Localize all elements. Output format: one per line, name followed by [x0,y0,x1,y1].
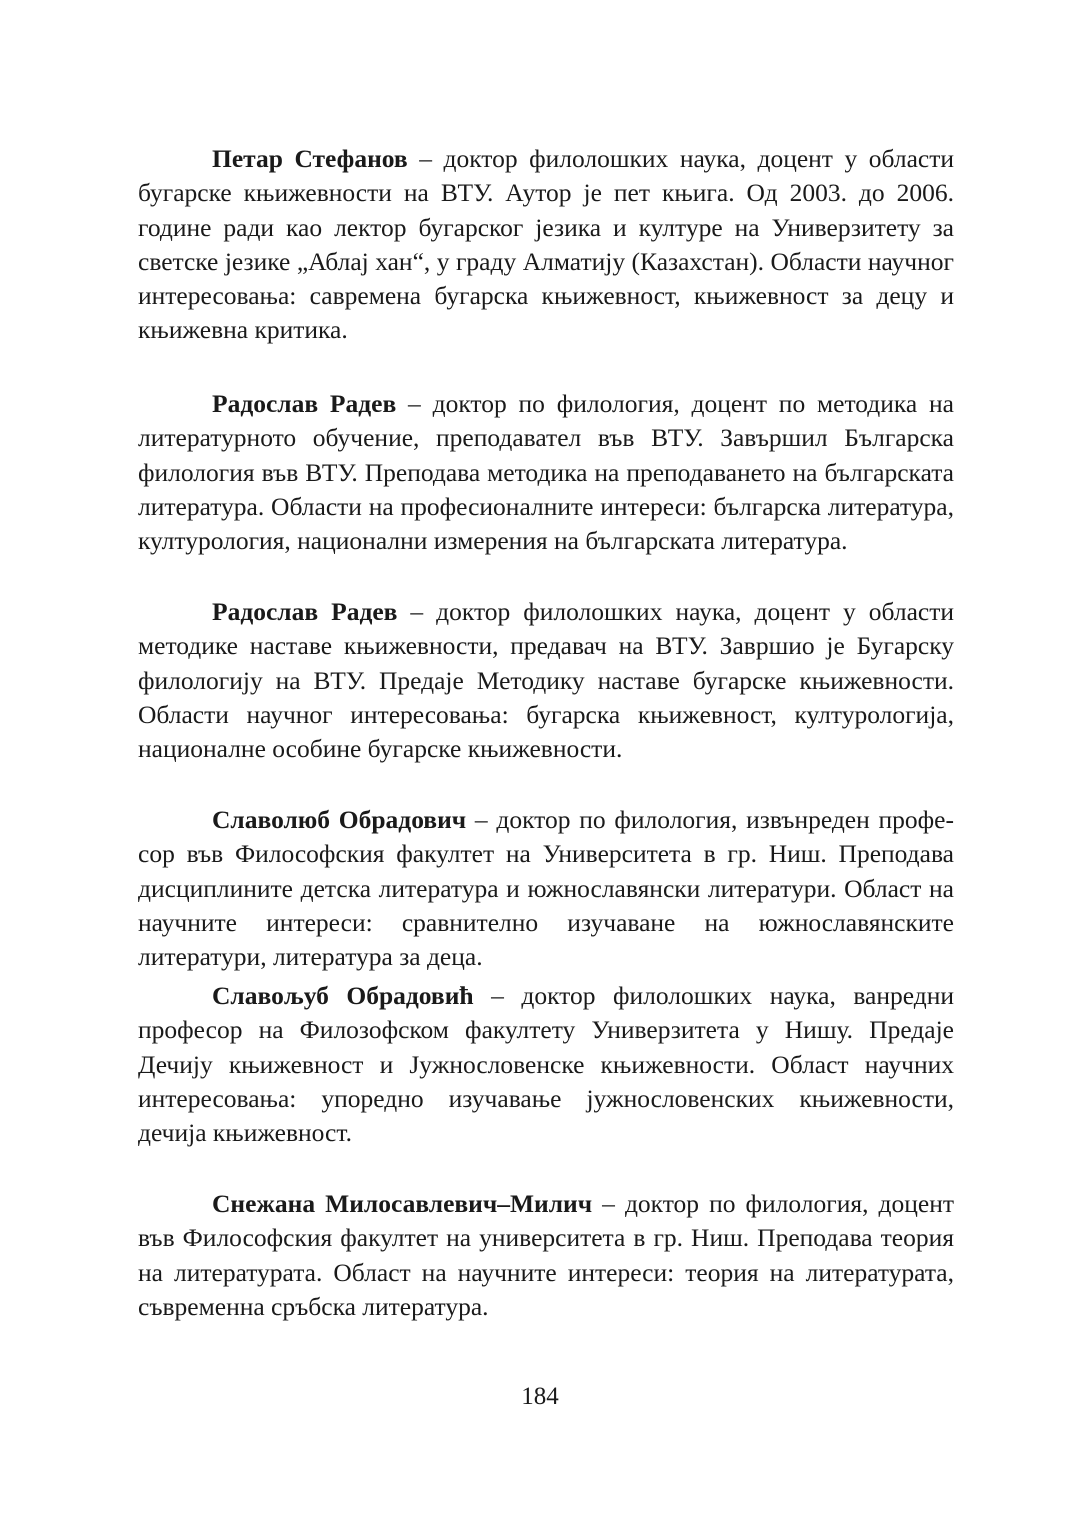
bio-paragraph [138,595,954,766]
author-name: Славолюб Обрадович [212,805,467,834]
bio-paragraph [138,387,954,558]
author-name: Славољуб Обрадовић [212,981,474,1010]
bio-entry-radev-sr [138,595,954,766]
author-name: Радослав Радев [212,597,398,626]
bio-paragraph [138,979,954,1150]
bio-text: – доктор филолошких наука, доцент у области методике наставе књижевности, предавач на ВТУ. Завршио је Бугарску филологију на ВТУ. Предаје Методику наставе бугарске књижевности. Области научног интересовања: бугарска књижевност, културологија, националне особине бугарске књижевности. [138,597,955,764]
bio-text: – доктор по филология, доцент по методика на литературното обучение, преподавател във ВТУ. Завършил Българска филология във ВТУ. Преподава методика на преподаването на българската литература. Области на професионалните интереси: българска литература, културология, национални измерения на българската литература. [138,389,954,556]
bio-text: – доктор филолошких наука, доцент у области бугарске књижевности на ВТУ. Аутор је пет књига. Од 2003. до 2006. године ради као лектор бугарског језика и културе на Универзитету за светске језике „Аблај хан“, у граду Алматију (Казахстан). Области научног интересовања: савремена бугарска књижевност, књижевност за децу и књижевна критика. [138,144,955,345]
page-number: 184 [521,1383,559,1410]
author-name: Снежана Милосавлевич–Милич [212,1189,593,1218]
bio-entry-radev-bg [138,387,954,558]
bio-paragraph [138,1187,954,1324]
bio-text: – доктор по филология, извънреден професор във Философския факултет на Университета в гр. Ниш. Преподава дисциплините детска литература и южнославянски литератури. Област на научните интереси: сравнително изучаване на южнославянските литератури, литература за деца. [138,805,954,972]
bio-paragraph [138,803,954,974]
bio-entry-milosavlevic [138,1187,954,1324]
bio-paragraph [138,142,954,348]
bio-text: – доктор филолошких наука, ванредни професор на Филозофском факултету Универзитета у Нишу. Предаје Дечију књижевност и Јужнословенске књижевности. Област научних интересовања: упоредно изучавање јужнословенских књижевности, дечија књижевност. [138,981,955,1148]
bio-entry-obradovic-sr [138,979,954,1150]
author-name: Петар Стефанов [212,144,408,173]
bio-entry-stefanov [138,142,954,348]
author-name: Радослав Радев [212,389,397,418]
bio-text: – доктор по филология, доцент във Философския факултет на университета в гр. Ниш. Преподава теория на литературата. Област на научните интереси: теория на литературата, съвременна сръбска литература. [138,1189,954,1321]
bio-entry-obradovic-bg [138,803,954,974]
